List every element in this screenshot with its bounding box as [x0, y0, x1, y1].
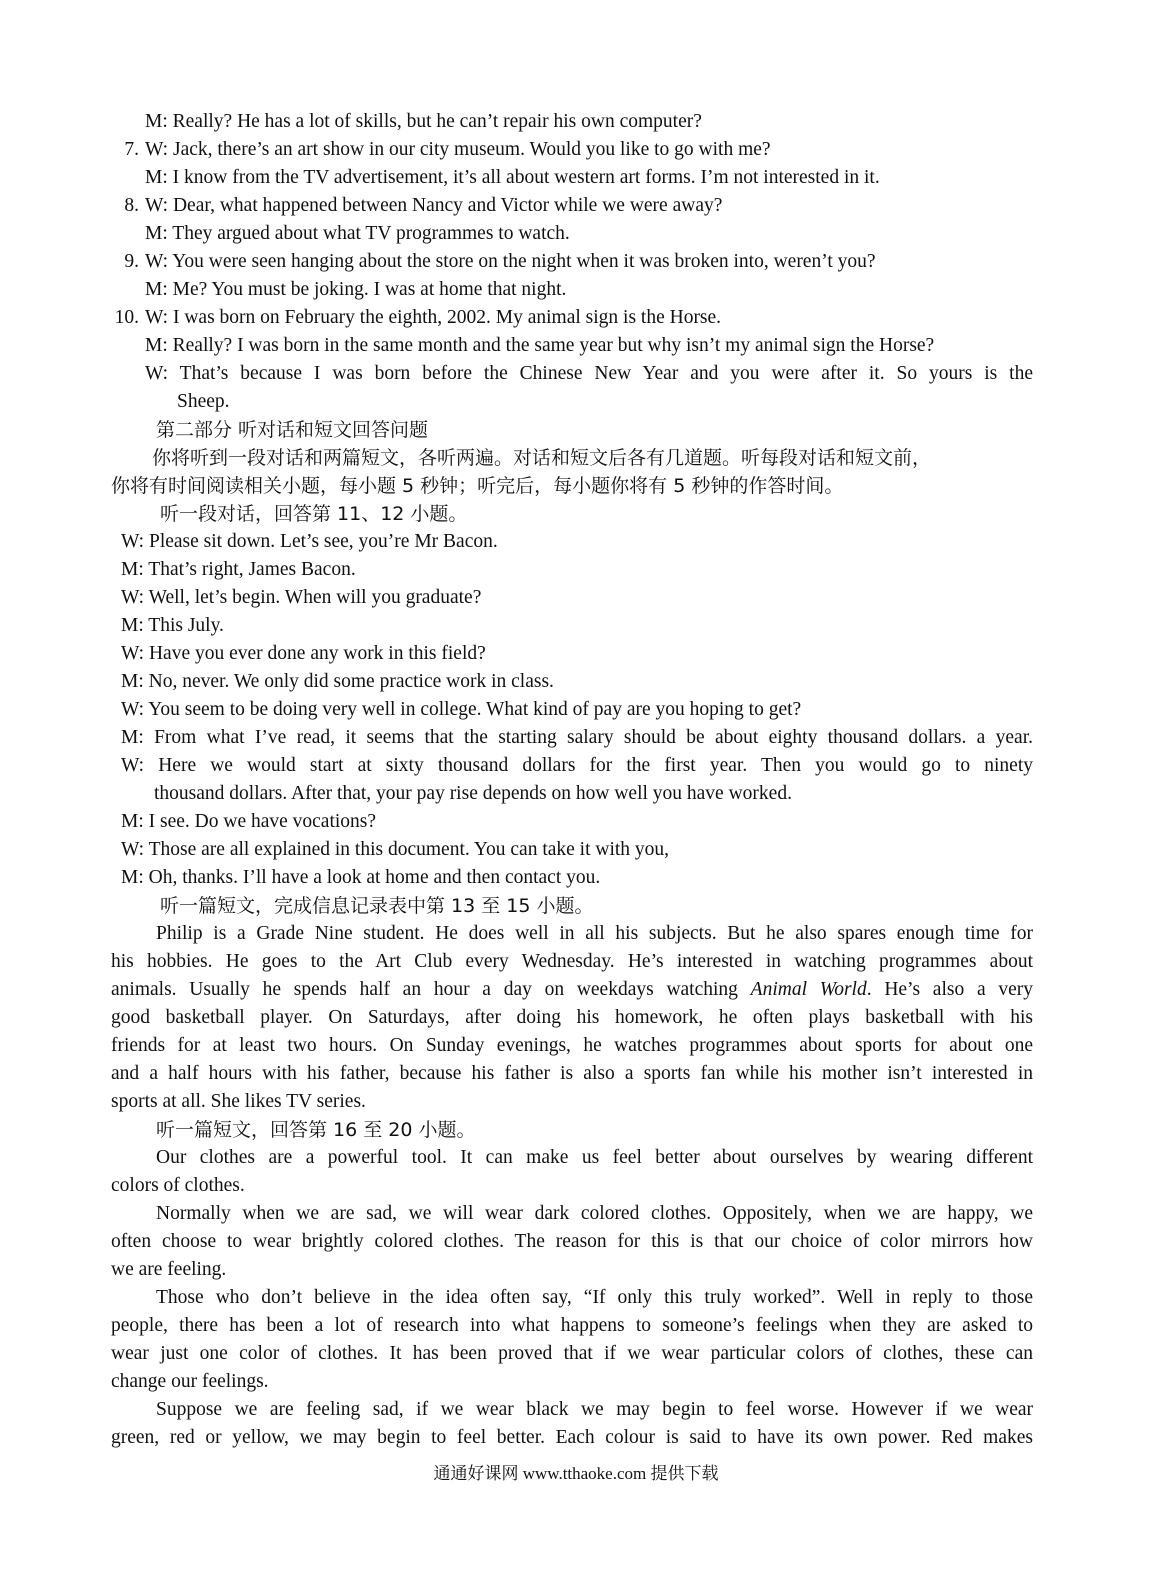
passage-line: sports at all. She likes TV series.	[111, 1091, 366, 1112]
footer-url: www.tthaoke.com	[522, 1464, 647, 1483]
dialogue-line: W: You seem to be doing very well in college. What kind of pay are you hoping to get?	[121, 699, 802, 720]
passage-line: Philip is a Grade Nine student. He does well in all his subjects. But he also spares enough time for	[156, 923, 1033, 944]
dialogue-line: M: Oh, thanks. I’ll have a look at home and then contact you.	[121, 867, 601, 888]
instructions-line: 你将有时间阅读相关小题，每小题 5 秒钟；听完后，每小题你将有 5 秒钟的作答时间。	[111, 475, 844, 497]
passage-line: friends for at least two hours. On Sunday evenings, he watches programmes about sports for about one	[111, 1035, 1033, 1056]
dialogue-intro: 听一段对话，回答第 11、12 小题。	[160, 503, 468, 525]
passage-intro: 听一篇短文，完成信息记录表中第 13 至 15 小题。	[160, 895, 594, 917]
passage-line: we are feeling.	[111, 1259, 227, 1280]
dialogue-line: W: Have you ever done any work in this field?	[121, 643, 486, 664]
footer-suffix: 提供下载	[650, 1464, 719, 1484]
passage-line: good basketball player. On Saturdays, after doing his homework, he often plays basketball with his	[111, 1007, 1033, 1028]
dialogue-line: 10. W: I was born on February the eighth, 2002. My animal sign is the Horse.	[112, 304, 721, 332]
dialogue-line: Sheep.	[177, 391, 230, 412]
item-number: 7.	[124, 139, 139, 160]
dialogue-line: M: Really? I was born in the same month and the same year but why isn’t my animal sign the Horse?	[145, 335, 935, 356]
dialogue-line: 9. W: You were seen hanging about the store on the night when it was broken into, weren’t you?	[112, 248, 876, 276]
instructions-line: 你将听到一段对话和两篇短文，各听两遍。对话和短文后各有几道题。听每段对话和短文前，	[152, 447, 932, 469]
dialogue-line: thousand dollars. After that, your pay rise depends on how well you have worked.	[154, 783, 792, 804]
passage-line: change our feelings.	[111, 1371, 269, 1392]
dialogue-line: M: Me? You must be joking. I was at home that night.	[145, 279, 567, 300]
footer-site-name: 通通好课网	[433, 1464, 519, 1484]
passage-line: Normally when we are sad, we will wear dark colored clothes. Oppositely, when we are happy, we	[156, 1203, 1033, 1224]
dialogue-line: 8. W: Dear, what happened between Nancy and Victor while we were away?	[112, 192, 722, 220]
item-number: 8.	[124, 195, 139, 216]
dialogue-line: M: From what I’ve read, it seems that the starting salary should be about eighty thousand dollars. a year.	[121, 727, 1033, 748]
dialogue-line: 7. W: Jack, there’s an art show in our city museum. Would you like to go with me?	[112, 136, 771, 164]
passage-line: his hobbies. He goes to the Art Club every Wednesday. He’s interested in watching programmes about	[111, 951, 1033, 972]
dialogue-line: M: They argued about what TV programmes to watch.	[145, 223, 570, 244]
dialogue-line: M: I know from the TV advertisement, it’s all about western art forms. I’m not interested in it.	[145, 167, 880, 188]
programme-title: Animal World	[750, 979, 867, 1000]
dialogue-line: W: Those are all explained in this document. You can take it with you,	[121, 839, 670, 860]
dialogue-line: M: I see. Do we have vocations?	[121, 811, 377, 832]
dialogue-line: M: This July.	[121, 615, 224, 636]
passage-intro: 听一篇短文，回答第 16 至 20 小题。	[156, 1119, 476, 1141]
item-number: 9.	[124, 251, 139, 272]
passage-line: animals. Usually he spends half an hour a day on weekdays watching Animal World. He’s also a very	[111, 979, 1033, 1000]
item-number: 10.	[114, 307, 139, 328]
dialogue-line: W: Please sit down. Let’s see, you’re Mr Bacon.	[121, 531, 498, 552]
passage-line: people, there has been a lot of research into what happens to someone’s feelings when they are asked to	[111, 1315, 1033, 1336]
dialogue-line: W: That’s because I was born before the Chinese New Year and you were after it. So yours is the	[145, 363, 1033, 384]
passage-line: colors of clothes.	[111, 1175, 245, 1196]
passage-line: and a half hours with his father, because his father is also a sports fan while his mother isn’t interested in	[111, 1063, 1033, 1084]
passage-line: often choose to wear brightly colored clothes. The reason for this is that our choice of color mirrors how	[111, 1231, 1033, 1252]
passage-line: Our clothes are a powerful tool. It can make us feel better about ourselves by wearing different	[156, 1147, 1033, 1168]
dialogue-line: W: Here we would start at sixty thousand dollars for the first year. Then you would go to ninety	[121, 755, 1033, 776]
section-heading: 第二部分 听对话和短文回答问题	[156, 419, 429, 441]
dialogue-line: M: Really? He has a lot of skills, but he can’t repair his own computer?	[145, 111, 702, 132]
dialogue-line: W: Well, let’s begin. When will you graduate?	[121, 587, 482, 608]
dialogue-line: M: That’s right, James Bacon.	[121, 559, 356, 580]
passage-line: Those who don’t believe in the idea often say, “If only this truly worked”. Well in reply to those	[156, 1287, 1033, 1308]
dialogue-line: M: No, never. We only did some practice work in class.	[121, 671, 554, 692]
passage-line: wear just one color of clothes. It has been proved that if we wear particular colors of clothes, these can	[111, 1343, 1033, 1364]
page-footer	[0, 1462, 1152, 1486]
passage-line: green, red or yellow, we may begin to feel better. Each colour is said to have its own power. Red makes	[111, 1427, 1033, 1448]
passage-line: Suppose we are feeling sad, if we wear black we may begin to feel worse. However if we wear	[156, 1399, 1033, 1420]
